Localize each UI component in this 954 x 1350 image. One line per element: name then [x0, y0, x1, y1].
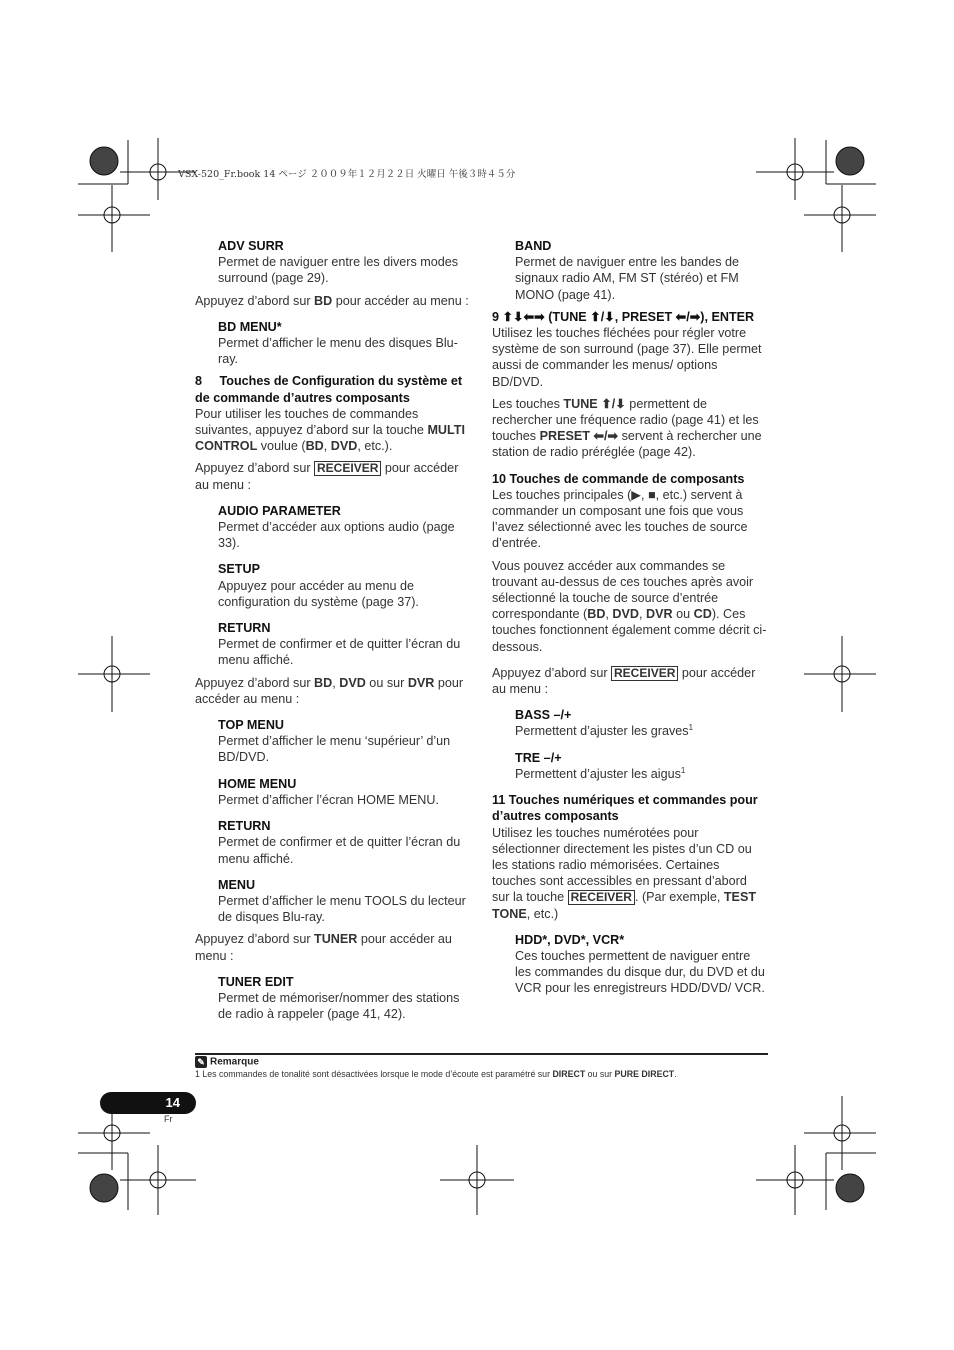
- footnote-text: 1 Les commandes de tonalité sont désactivées lorsque le mode d’écoute est paramétré sur DIRECT ou sur PURE DIRECT.: [195, 1069, 677, 1079]
- commands-text: Vous pouvez accéder aux commandes se trouvant au-dessus de ces touches après avoir sélectionné la touche de source d’entrée correspondante (BD, DVD, DVR ou CD). Ces touches fonctionnent également comme décrit ci-dessous.: [492, 558, 767, 654]
- setup-title: SETUP: [218, 562, 260, 577]
- audio-parameter-title: AUDIO PARAMETER: [218, 503, 341, 518]
- receiver-key: RECEIVER: [314, 461, 381, 476]
- section-11-text: Utilisez les touches numérotées pour sélectionner directement les pistes d’un CD ou les stations radio mémorisées. Certaines touches sont accessibles en pressant d’abord sur la touche RECEIVER . (Par exemple, TEST TONE, etc.): [492, 825, 757, 921]
- band-text: Permet de naviguer entre les bandes de signaux radio AM, FM ST (stéréo) et FM MONO (page 41).: [515, 255, 740, 302]
- receiver-key-2: RECEIVER: [611, 666, 678, 681]
- tuner-edit-title: TUNER EDIT: [218, 974, 294, 989]
- bass-text: Permettent d’ajuster les graves$^1$: [515, 723, 694, 739]
- band-title: BAND: [515, 239, 552, 253]
- adv-surr-title: ADV SURR: [218, 239, 284, 253]
- bd-menu-text: Permet d’afficher le menu des disques Blu-ray.: [218, 336, 458, 367]
- section-10-title: 10 Touches de commande de composants: [492, 471, 745, 486]
- note-pencil-icon: ✎: [195, 1056, 207, 1068]
- return-text-2: Permet de confirmer et de quitter l’écran du menu affiché.: [218, 835, 461, 866]
- left-column: [195, 238, 473, 1022]
- menu-text: Permet d’afficher le menu TOOLS du lecteur de disques Blu-ray.: [218, 893, 466, 925]
- hdd-dvd-vcr-text: Ces touches permettent de naviguer entre les commandes du disque dur, du DVD et du VCR pour les enregistreurs HDD/DVD/ VCR.: [515, 948, 765, 996]
- top-menu-title: TOP MENU: [218, 718, 285, 733]
- audio-parameter-text: Permet d’accéder aux options audio (page 33).: [218, 520, 455, 551]
- note-heading: ✎ Remarque: [195, 1056, 259, 1068]
- receiver-intro-2: Appuyez d’abord sur RECEIVER pour accéder au menu :: [492, 665, 756, 697]
- book-header: VSX-520_Fr.book 14 ページ ２００９年１２月２２日 火曜日 午後３時４５分: [178, 169, 516, 180]
- tuner-edit-text: Permet de mémoriser/nommer des stations de radio à rappeler (page 41, 42).: [218, 990, 460, 1022]
- right-column: [492, 238, 767, 997]
- treble-title: TRE –/+: [515, 750, 562, 765]
- footnote-rule: [195, 1053, 768, 1055]
- bd-intro: Appuyez d’abord sur BD pour accéder au menu :: [195, 293, 469, 308]
- bd-menu-title: BD MENU*: [218, 319, 282, 334]
- return-title: RETURN: [218, 621, 271, 636]
- return-title-2: RETURN: [218, 819, 271, 834]
- adv-surr-text: Permet de naviguer entre les divers modes surround (page 29).: [218, 255, 459, 286]
- home-menu-text: Permet d’afficher l’écran HOME MENU.: [218, 792, 439, 807]
- bd-dvd-dvr-intro: Appuyez d’abord sur BD, DVD ou sur DVR pour accéder au menu :: [195, 675, 464, 706]
- return-text: Permet de confirmer et de quitter l’écran du menu affiché.: [218, 637, 461, 668]
- treble-text: Permettent d’ajuster les aigus$^1$: [515, 765, 686, 781]
- section-11-title: 11 Touches numériques et commandes pour d’autres composants: [492, 793, 758, 824]
- section-8-title: 8 Touches de Configuration du système et de commande d’autres composants: [195, 374, 463, 405]
- setup-text: Appuyez pour accéder au menu de configuration du système (page 37).: [218, 578, 419, 609]
- hdd-dvd-vcr-title: HDD*, DVD*, VCR*: [515, 932, 625, 947]
- section-10-text: Les touches principales (▶, ■, etc.) servent à commander un composant une fois que vous l’avez sélectionné avec les touches de source d’entrée.: [492, 487, 748, 551]
- section-9-title: 9 ⬆⬇⬅➡ (TUNE ⬆/⬇, PRESET ⬅/➡), ENTER: [492, 309, 755, 324]
- menu-title: MENU: [218, 877, 256, 892]
- section-9-text: Utilisez les touches fléchées pour régler votre système de son surround (page 37). Elle permet aussi de commander les menus/ options BD/DVD.: [492, 326, 762, 389]
- tuner-intro: Appuyez d’abord sur TUNER pour accéder au menu :: [195, 932, 452, 963]
- tune-preset-text: Les touches TUNE ⬆/⬇ permettent de rechercher une fréquence radio (page 41) et les touches PRESET ⬅/➡ servent à rechercher une station de radio préréglée (page 42).: [492, 396, 762, 460]
- bass-title: BASS –/+: [515, 708, 572, 723]
- receiver-intro: Appuyez d’abord sur RECEIVER pour accéder au menu :: [195, 461, 459, 492]
- receiver-key-3: RECEIVER: [568, 890, 635, 905]
- page-language: Fr: [164, 1114, 173, 1124]
- section-8-text: Pour utiliser les touches de commandes suivantes, appuyez d’abord sur la touche MULTI CONTROL voulue (BD, DVD, etc.).: [195, 406, 465, 454]
- home-menu-title: HOME MENU: [218, 776, 297, 791]
- page-number-tab: 14: [100, 1092, 196, 1114]
- top-menu-text: Permet d’afficher le menu ‘supérieur’ d’un BD/DVD.: [218, 734, 451, 765]
